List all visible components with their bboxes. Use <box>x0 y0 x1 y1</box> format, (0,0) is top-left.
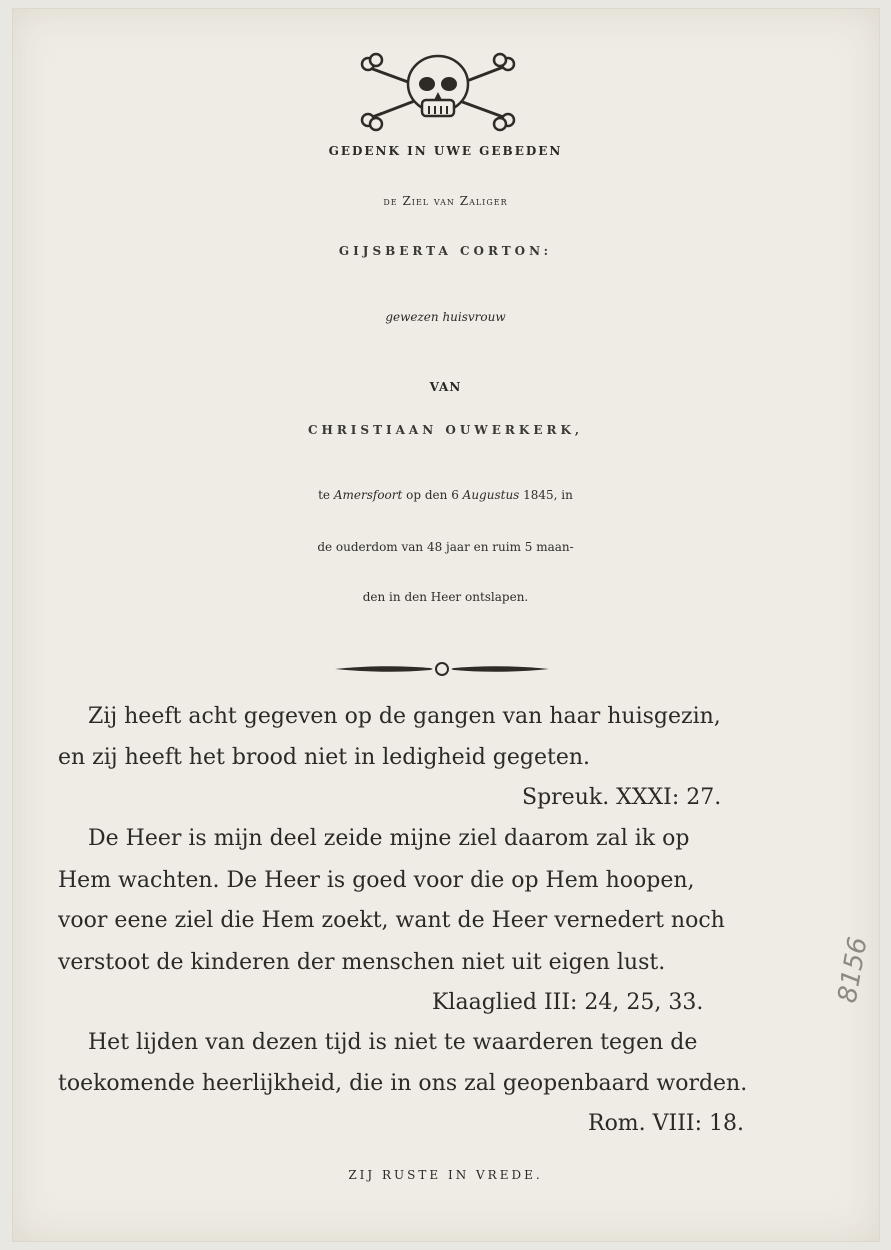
verse-1-line-2: en zij heeft het brood niet in ledigheid gegeten. <box>58 745 591 770</box>
place-name: Amersfoort <box>333 488 403 502</box>
death-line-2: de ouderdom van 48 jaar en ruim 5 maan- <box>317 540 574 554</box>
death-line-3: den in den Heer ontslapen. <box>362 590 529 604</box>
closing-line: ZIJ RUSTE IN VREDE. <box>348 1168 543 1182</box>
verse-3-line-2: toekomende heerlijkheid, die in ons zal geopenbaard worden. <box>58 1071 748 1096</box>
van-line: VAN <box>429 380 462 394</box>
verse-3-reference: Rom. VIII: 18. <box>588 1111 745 1136</box>
header-line: GEDENK IN UWE GEBEDEN <box>328 144 563 158</box>
verse-2-line-3: voor eene ziel die Hem zoekt, want de Heer vernedert noch <box>58 908 725 933</box>
margin-handwritten-number: 8156 <box>832 934 874 1006</box>
verse-2-reference: Klaaglied III: 24, 25, 33. <box>432 990 704 1015</box>
verse-2-line-4: verstoot de kinderen der menschen niet uit eigen lust. <box>58 950 666 975</box>
death-line-1-c: 1845, in <box>519 488 573 502</box>
skull-crossbones-icon <box>358 48 518 132</box>
verse-2-line-1: De Heer is mijn deel zeide mijne ziel daarom zal ik op <box>88 826 690 851</box>
month-name: Augustus <box>462 488 520 502</box>
verse-1-reference: Spreuk. XXXI: 27. <box>522 785 722 810</box>
role-line: gewezen huisvrouw <box>385 310 506 324</box>
death-line-1 <box>0 488 891 502</box>
verse-1-line-1: Zij heeft acht gegeven op de gangen van haar huisgezin, <box>88 704 721 729</box>
husband-name: CHRISTIAAN OUWERKERK, <box>307 423 584 437</box>
verse-2-line-2: Hem wachten. De Heer is goed voor die op Hem hoopen, <box>58 868 695 893</box>
death-line-1-a: te <box>318 488 334 502</box>
verse-3-line-1: Het lijden van dezen tijd is niet te waarderen tegen de <box>88 1030 698 1055</box>
soul-line: de Ziel van Zaliger <box>383 194 508 208</box>
death-line-1-b: op den 6 <box>402 488 463 502</box>
ornament-divider-icon <box>335 658 549 680</box>
deceased-name: GIJSBERTA CORTON: <box>338 244 553 258</box>
